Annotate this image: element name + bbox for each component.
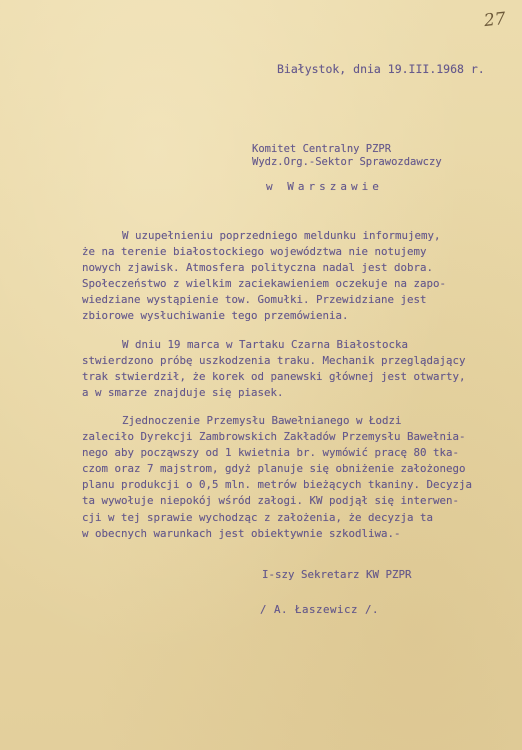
- body-line: W uzupełnieniu poprzedniego meldunku informujemy,: [122, 229, 441, 242]
- body-line: nego aby począwszy od 1 kwietnia br. wymówić pracę 80 tka-: [82, 446, 460, 460]
- body-line: trak stwierdził, że korek od panewski głównej jest otwarty,: [82, 369, 466, 383]
- body-line: cji w tej sprawie wychodząc z założenia, że decyzja ta: [82, 510, 434, 524]
- recipient-city: w Warszawie: [266, 180, 383, 193]
- body-line: Społeczeństwo z wielkim zaciekawieniem oczekuje na zapo-: [82, 277, 447, 291]
- signature-name: / A. Łaszewicz /.: [260, 603, 380, 616]
- recipient-line-2: Wydz.Org.-Sektor Sprawozdawczy: [252, 156, 442, 168]
- body-line: w obecnych warunkach jest obiektywnie szkodliwa.-: [82, 526, 401, 540]
- date-line: Białystok, dnia 19.III.1968 r.: [277, 62, 485, 76]
- body-line: a w smarze znajduje się piasek.: [82, 385, 284, 399]
- recipient-line-1: Komitet Centralny PZPR: [252, 143, 392, 155]
- body-line: zbiorowe wysłuchiwanie tego przemówienia.: [82, 309, 349, 323]
- body-line: Zjednoczenie Przemysłu Bawełnianego w Łodzi: [122, 413, 402, 427]
- page-number: 27: [483, 8, 507, 32]
- recipient-block: [252, 143, 442, 193]
- body-line: ta wywołuje niepokój wśród załogi. KW podjął się interwen-: [82, 494, 460, 508]
- body-line: że na terenie białostockiego województwa nie notujemy: [82, 245, 427, 259]
- paragraph-gap: [82, 401, 472, 413]
- body-line: stwierdzono próbę uszkodzenia traku. Mechanik przeglądający: [82, 353, 466, 367]
- body-line: planu produkcji o 0,5 mln. metrów bieżących tkaniny. Decyzja: [82, 478, 473, 492]
- body-line: W dniu 19 marca w Tartaku Czarna Białostocka: [122, 337, 409, 351]
- signature-title: I-szy Sekretarz KW PZPR: [262, 568, 412, 581]
- letter-body: [82, 228, 472, 542]
- body-line: zaleciło Dyrekcji Zambrowskich Zakładów Przemysłu Bawełnia-: [82, 430, 466, 444]
- body-line: czom oraz 7 majstrom, gdyż planuje się obniżenie założonego: [82, 462, 466, 476]
- paragraph-gap: [82, 325, 472, 337]
- body-line: nowych zjawisk. Atmosfera polityczna nadal jest dobra.: [82, 261, 434, 275]
- body-line: wiedziane wystąpienie tow. Gomułki. Przewidziane jest: [82, 293, 427, 307]
